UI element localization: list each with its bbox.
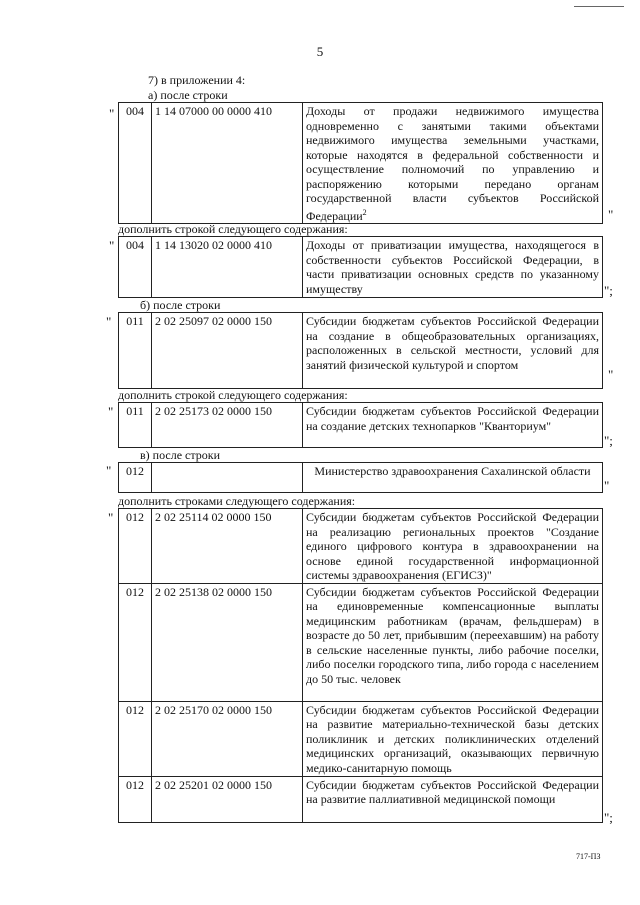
cell-kbk: 2 02 25173 02 0000 150 [152,403,303,448]
top-edge-mark [574,6,624,7]
cell-code: 004 [119,237,152,298]
table-row [119,583,603,701]
cell-text [303,103,603,224]
cell-code: 011 [119,313,152,389]
section-b-add-label: дополнить строкой следующего содержания: [118,388,348,402]
item-7-heading: 7) в приложении 4: [148,73,246,87]
cell-kbk: 2 02 25097 02 0000 150 [152,313,303,389]
cell-text: Субсидии бюджетам субъектов Российской Федерации на создание в общеобразовательных организациях, расположенных в сельской местности, условий для занятий физической культурой и спортом [303,313,603,389]
cell-text-body: Доходы от продажи недвижимого имущества одновременно с занятыми такими объектами недвижимого имущества земельными участками, которые находятся в федеральной собственности и осуществление полномочий по управлению и распоряжению которыми передано органам государственной власти субъектов Российской Федерации [306,104,599,223]
quote-open: " [108,404,114,419]
cell-kbk: 1 14 13020 02 0000 410 [152,237,303,298]
cell-code: 012 [119,463,152,493]
table-row [119,701,603,776]
table-c-row [118,462,603,493]
quote-close-semicolon: "; [604,433,613,448]
cell-text: Субсидии бюджетам субъектов Российской Федерации на единовременные компенсационные выплаты медицинским работникам (врачам, фельдшерам) в возрасте до 50 лет, прибывшим (переехавшим) на работу в сельские населенные пункты, либо рабочие поселки, либо поселки городского типа, либо города с населением до 50 тыс. человек [303,583,603,701]
quote-open: " [106,463,112,478]
cell-text: Субсидии бюджетам субъектов Российской Федерации на развитие паллиативной медицинской помощи [303,776,603,822]
quote-open: " [109,106,115,121]
cell-text: Субсидии бюджетам субъектов Российской Федерации на создание детских технопарков "Кванториум" [303,403,603,448]
cell-code: 011 [119,403,152,448]
table-a-row [118,102,603,224]
cell-code: 012 [119,776,152,822]
cell-code: 012 [119,509,152,584]
cell-kbk: 2 02 25170 02 0000 150 [152,701,303,776]
cell-code: 012 [119,583,152,701]
table-row [119,776,603,822]
cell-text: Субсидии бюджетам субъектов Российской Федерации на реализацию региональных проектов "Создание единого цифрового контура в здравоохранении на основе единой государственной информационной системы здравоохранения (ЕГИСЗ)" [303,509,603,584]
cell-kbk: 2 02 25201 02 0000 150 [152,776,303,822]
cell-code: 012 [119,701,152,776]
table-b-row [118,312,603,389]
quote-open: " [108,510,114,525]
section-a-label: а) после строки [148,88,228,102]
cell-text: Доходы от приватизации имущества, находящегося в собственности субъектов Российской Федерации, в части приватизации основных средств по указанному имуществу [303,237,603,298]
document-code: 717-ПЗ [576,852,601,861]
cell-kbk [152,463,303,493]
quote-open: " [109,238,115,253]
cell-kbk: 1 14 07000 00 0000 410 [152,103,303,224]
quote-close-semicolon: "; [604,810,613,825]
page-number: 5 [316,44,324,59]
cell-kbk: 2 02 25138 02 0000 150 [152,583,303,701]
footnote-mark: 2 [362,207,367,217]
cell-text: Министерство здравоохранения Сахалинской области [303,463,603,493]
section-b-label: б) после строки [140,298,221,312]
quote-open: " [106,314,112,329]
section-c-label: в) после строки [140,448,220,462]
cell-text: Субсидии бюджетам субъектов Российской Федерации на развитие материально-технической базы детских поликлиник и детских поликлинических отделений медицинских организаций, оказывающих первичную медико-санитарную помощь [303,701,603,776]
cell-code: 004 [119,103,152,224]
quote-close: " [604,478,610,493]
table-c-added-rows [118,508,603,823]
section-c-add-label: дополнить строками следующего содержания: [118,494,356,508]
table-b-added-row [118,402,603,448]
quote-close: " [608,207,614,222]
quote-close: " [608,367,614,382]
quote-close-semicolon: "; [604,283,613,298]
table-a-added-row [118,236,603,298]
cell-kbk: 2 02 25114 02 0000 150 [152,509,303,584]
section-a-add-label: дополнить строкой следующего содержания: [118,222,348,236]
table-row [119,509,603,584]
